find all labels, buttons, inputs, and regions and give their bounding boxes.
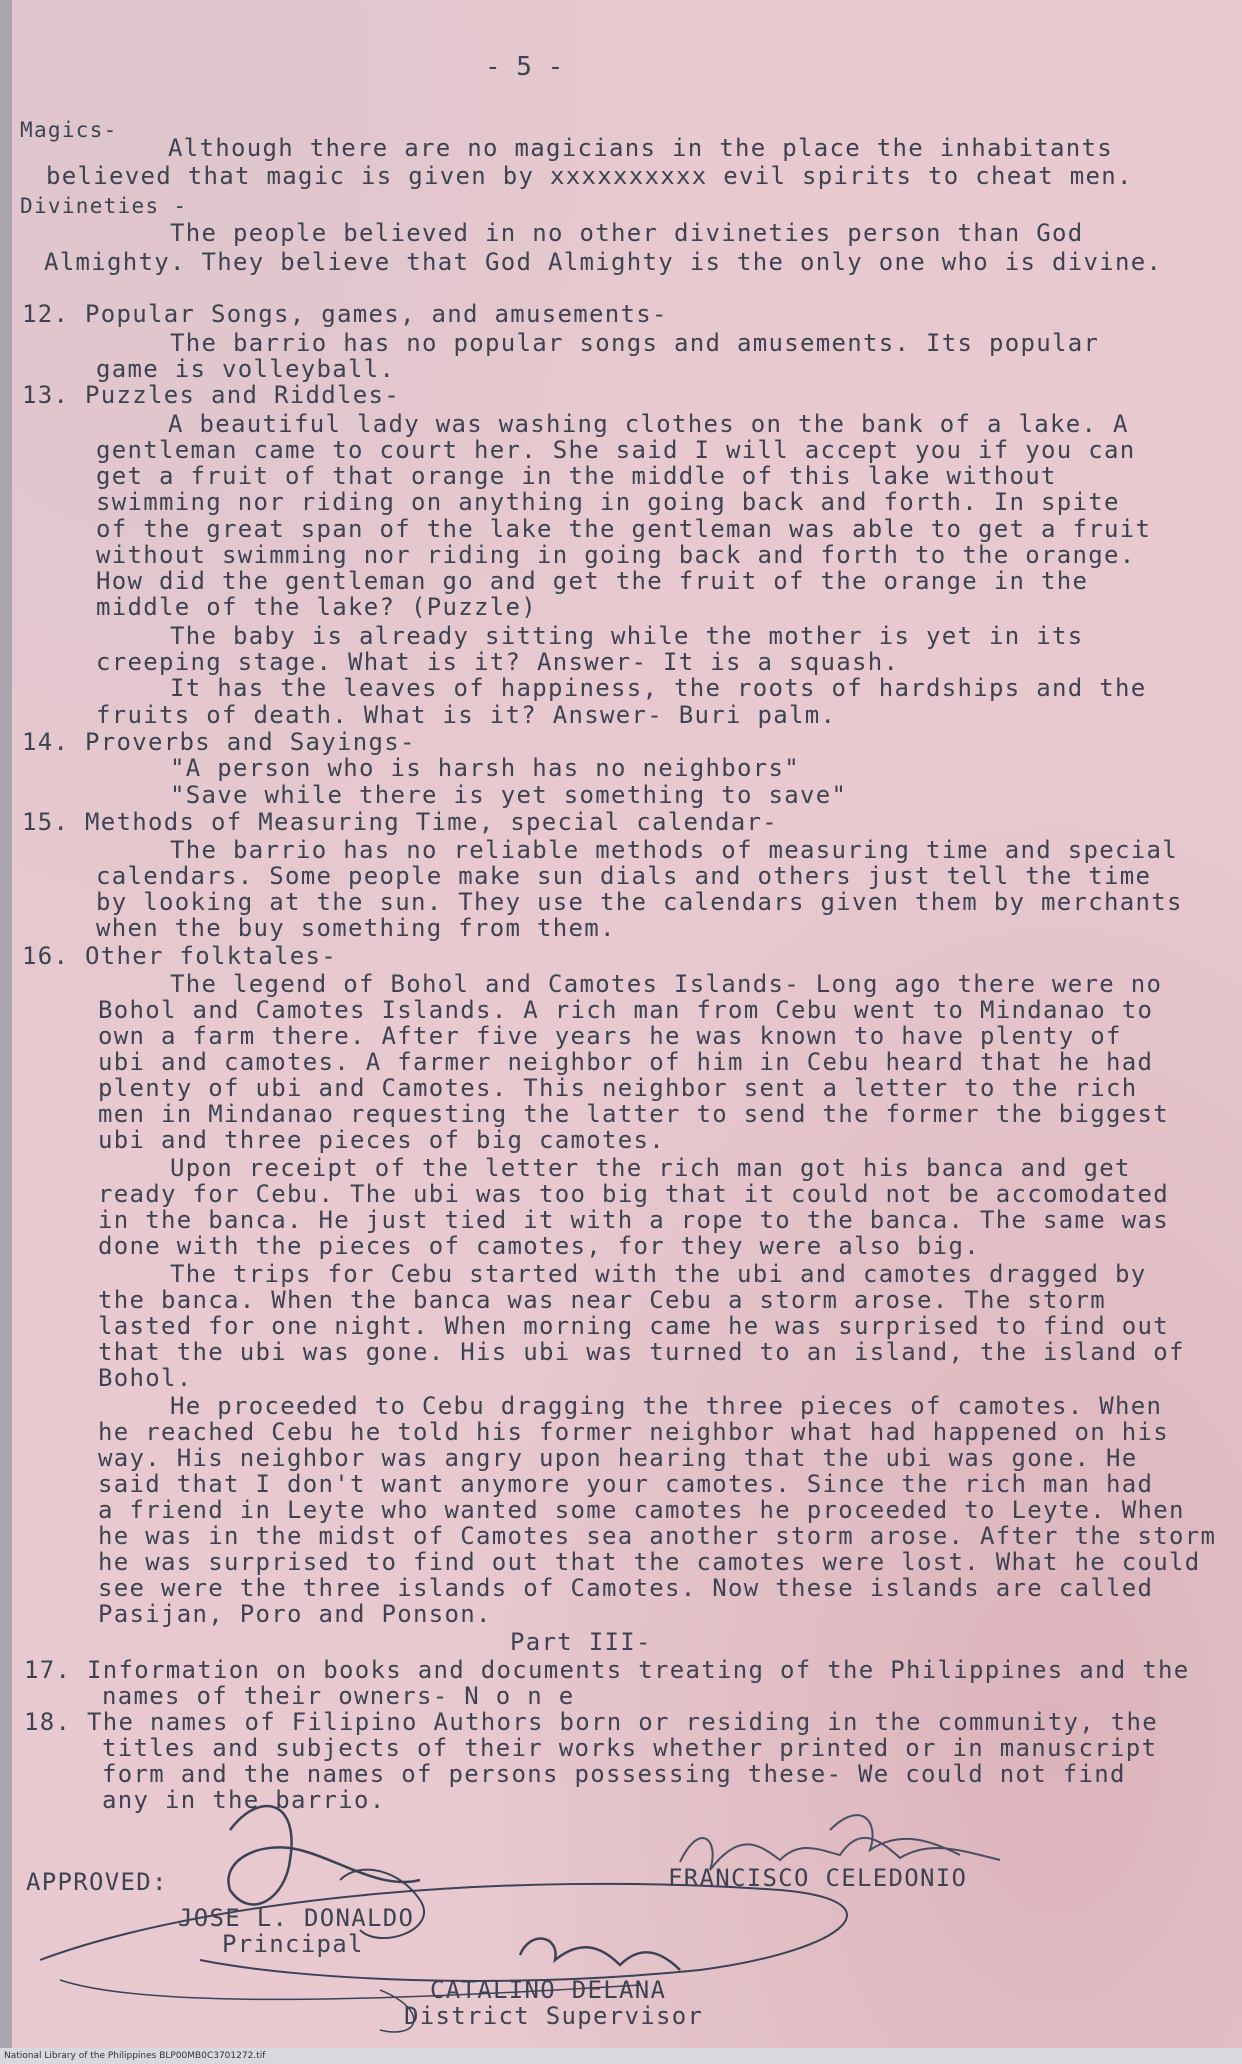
text-line: he was surprised to find out that the camotes were lost. What he could [98, 1548, 1201, 1576]
text-line: without swimming nor riding in going back and forth to the orange. [96, 541, 1136, 569]
text-line: 16. Other folktales- [22, 942, 337, 970]
text-line: that the ubi was gone. His ubi was turned to an island, the island of [98, 1338, 1185, 1366]
text-line: ready for Cebu. The ubi was too big that it could not be accomodated [98, 1180, 1169, 1208]
text-line: titles and subjects of their works whether printed or in manuscript [102, 1734, 1158, 1762]
text-line: believed that magic is given by xxxxxxxxxx evil spirits to cheat men. [46, 162, 1133, 190]
text-line: middle of the lake? (Puzzle) [96, 593, 537, 621]
text-line: The people believed in no other divineties person than God [170, 219, 1084, 247]
principal-name: JOSE L. DONALDO [178, 1904, 415, 1932]
text-line: Upon receipt of the letter the rich man got his banca and get [170, 1154, 1131, 1182]
text-line: own a farm there. After five years he was known to have plenty of [98, 1022, 1122, 1050]
text-line: he reached Cebu he told his former neighbor what had happened on his [98, 1418, 1169, 1446]
text-line: when the buy something from them. [96, 914, 616, 942]
text-line: Bohol and Camotes Islands. A rich man from Cebu went to Mindanao to [98, 996, 1154, 1024]
text-line: Magics- [20, 118, 118, 142]
page-number: - 5 - [485, 52, 564, 82]
text-line: Although there are no magicians in the place the inhabitants [168, 134, 1113, 162]
binding-edge [0, 0, 12, 2048]
text-line: The trips for Cebu started with the ubi and camotes dragged by [170, 1260, 1147, 1288]
text-line: 13. Puzzles and Riddles- [22, 381, 400, 409]
scan-footer: National Library of the Philippines BLP00MB0C3701272.tif [0, 2048, 1242, 2064]
text-line: a friend in Leyte who wanted some camotes he proceeded to Leyte. When [98, 1496, 1185, 1524]
text-line: men in Mindanao requesting the latter to send the former the biggest [98, 1100, 1169, 1128]
text-line: The barrio has no popular songs and amusements. Its popular [170, 329, 1100, 357]
text-line: Divineties - [20, 194, 188, 218]
text-line: It has the leaves of happiness, the roots of hardships and the [170, 674, 1147, 702]
text-line: creeping stage. What is it? Answer- It is a squash. [96, 648, 900, 676]
text-line: 12. Popular Songs, games, and amusements- [22, 300, 668, 328]
text-line: 14. Proverbs and Sayings- [22, 728, 416, 756]
text-line: names of their owners- N o n e [102, 1682, 575, 1710]
text-line: way. His neighbor was angry upon hearing that the ubi was gone. He [98, 1444, 1138, 1472]
text-line: in the banca. He just tied it with a rope to the banca. The same was [98, 1206, 1169, 1234]
text-line: 18. The names of Filipino Authors born or residing in the community, the [24, 1708, 1158, 1736]
text-line: he was in the midst of Camotes sea another storm arose. After the storm [98, 1522, 1217, 1550]
text-line: by looking at the sun. They use the calendars given them by merchants [96, 888, 1183, 916]
text-line: Almighty. They believe that God Almighty is the only one who is divine. [44, 248, 1163, 276]
text-line: gentleman came to court her. She said I will accept you if you can [96, 436, 1136, 464]
text-line: fruits of death. What is it? Answer- Buri palm. [96, 701, 837, 729]
text-line: said that I don't want anymore your camotes. Since the rich man had [98, 1470, 1154, 1498]
text-line: 17. Information on books and documents treating of the Philippines and the [24, 1656, 1190, 1684]
text-line: lasted for one night. When morning came he was surprised to find out [98, 1312, 1169, 1340]
text-line: see were the three islands of Camotes. Now these islands are called [98, 1574, 1154, 1602]
text-line: form and the names of persons possessing these- We could not find [102, 1760, 1126, 1788]
text-line: get a fruit of that orange in the middle of this lake without [96, 462, 1057, 490]
text-line: The legend of Bohol and Camotes Islands- Long ago there were no [170, 970, 1163, 998]
text-line: any in the barrio. [102, 1786, 386, 1814]
text-line: game is volleyball. [96, 355, 396, 383]
text-line: calendars. Some people make sun dials and others just tell the time [96, 862, 1152, 890]
supervisor-title: District Supervisor [404, 2002, 704, 2030]
text-line: The baby is already sitting while the mother is yet in its [170, 622, 1084, 650]
text-line: of the great span of the lake the gentleman was able to get a fruit [96, 515, 1152, 543]
approved-label: APPROVED: [26, 1868, 168, 1896]
section-heading: Part III- [510, 1628, 652, 1656]
text-line: "A person who is harsh has no neighbors" [170, 754, 800, 782]
text-line: done with the pieces of camotes, for they were also big. [98, 1232, 980, 1260]
text-line: He proceeded to Cebu dragging the three pieces of camotes. When [170, 1392, 1163, 1420]
text-line: 15. Methods of Measuring Time, special calendar- [22, 808, 778, 836]
text-line: A beautiful lady was washing clothes on the bank of a lake. A [168, 410, 1129, 438]
text-line: ubi and three pieces of big camotes. [98, 1126, 665, 1154]
text-line: ubi and camotes. A farmer neighbor of him in Cebu heard that he had [98, 1048, 1154, 1076]
text-line: "Save while there is yet something to save" [170, 781, 848, 809]
text-line: swimming nor riding on anything in going back and forth. In spite [96, 488, 1120, 516]
text-line: the banca. When the banca was near Cebu a storm arose. The storm [98, 1286, 1106, 1314]
supervisor-name: CATALINO DELANA [430, 1976, 667, 2004]
text-line: The barrio has no reliable methods of measuring time and special [170, 836, 1178, 864]
text-line: plenty of ubi and Camotes. This neighbor sent a letter to the rich [98, 1074, 1138, 1102]
text-line: Bohol. [98, 1364, 193, 1392]
text-line: Pasijan, Poro and Ponson. [98, 1600, 492, 1628]
principal-title: Principal [222, 1930, 364, 1958]
teacher-name: FRANCISCO CELEDONIO [668, 1864, 968, 1892]
text-line: How did the gentleman go and get the fruit of the orange in the [96, 567, 1089, 595]
